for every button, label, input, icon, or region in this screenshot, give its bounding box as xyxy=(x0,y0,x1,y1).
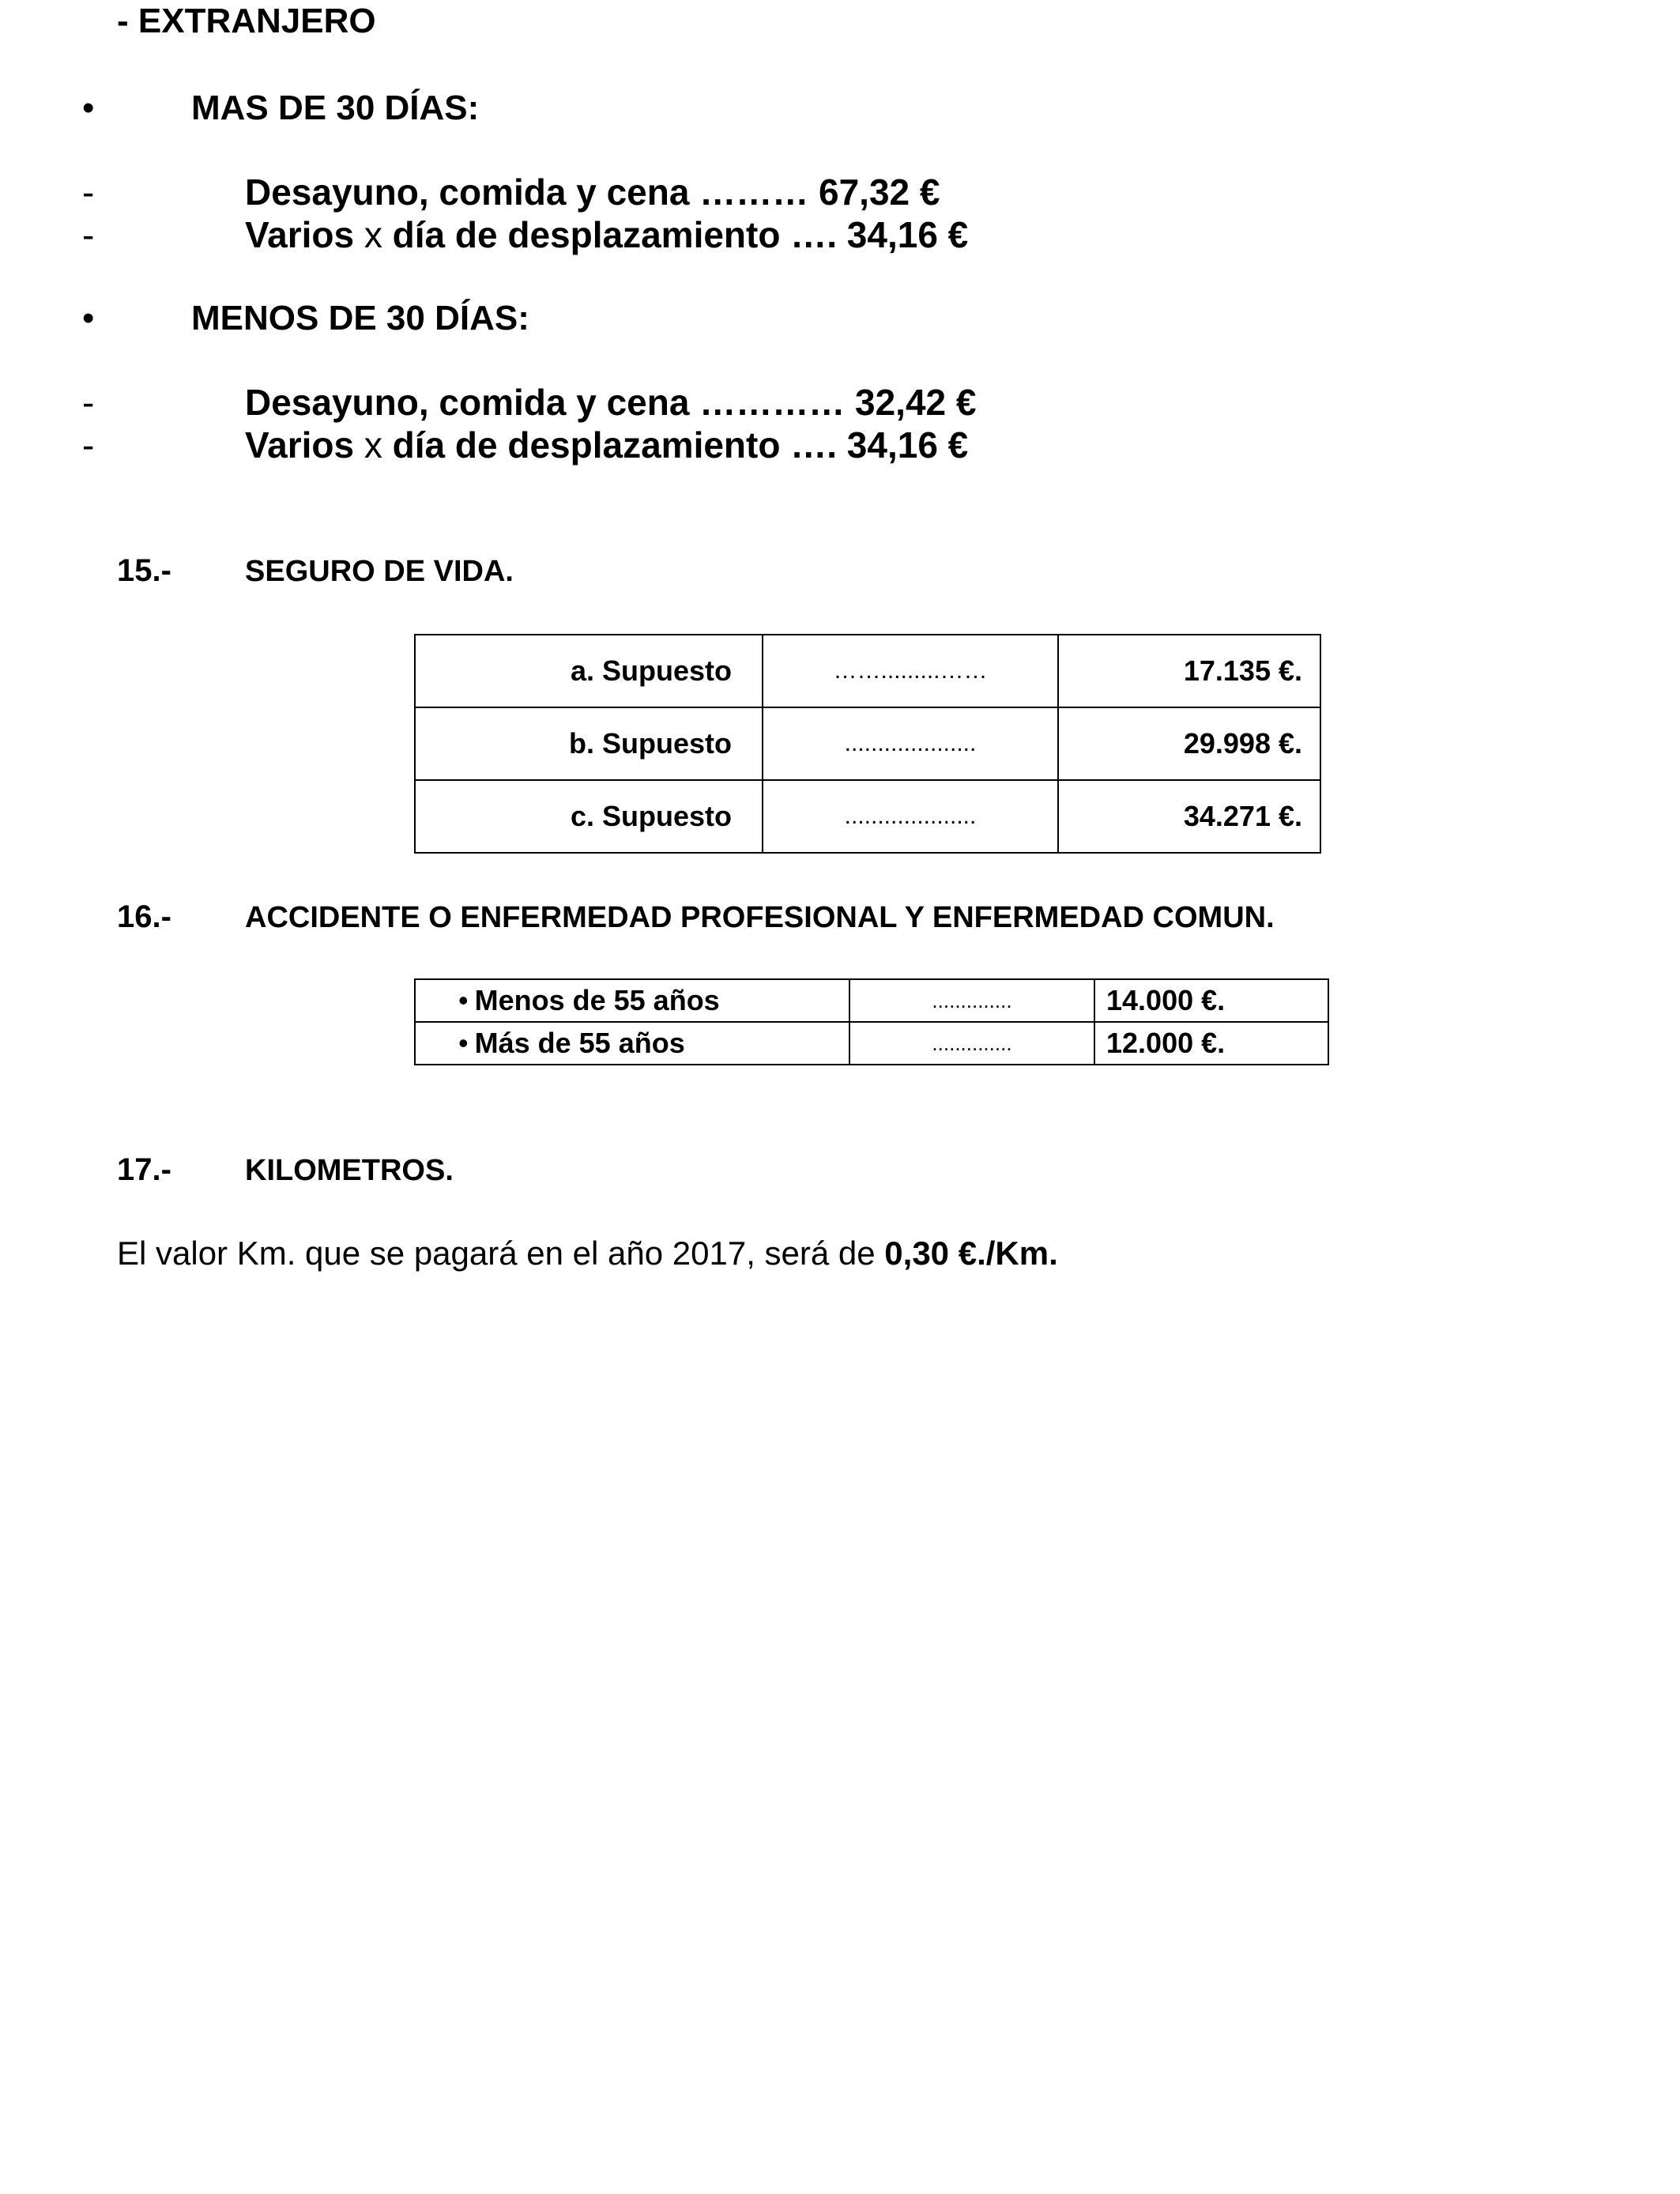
table-cell-label: a. Supuesto xyxy=(415,635,763,707)
misc-label-a: Varios xyxy=(245,214,355,255)
table-cell-amount: 14.000 €. xyxy=(1094,979,1328,1022)
row-label-text: Más de 55 años xyxy=(474,1027,685,1059)
table-cell-amount: 17.135 €. xyxy=(1058,635,1320,707)
meal-line-less-30: Desayuno, comida y cena ………… 32,42 € xyxy=(245,382,977,423)
list-dash: - xyxy=(82,424,95,466)
section-number-17: 17.- xyxy=(117,1152,171,1187)
misc-label-b: día de desplazamiento …. 34,16 € xyxy=(392,214,969,255)
bullet-icon: • xyxy=(458,1027,469,1059)
table-cell-dots: .............. xyxy=(849,1022,1094,1065)
table-row xyxy=(415,635,1320,707)
list-dash: - xyxy=(82,382,95,423)
table-row xyxy=(415,979,1328,1022)
kilometer-text: El valor Km. que se pagará en el año 2017, será de xyxy=(117,1235,885,1272)
table-cell-dots: .............. xyxy=(849,979,1094,1022)
meal-line-more-30: Desayuno, comida y cena ……… 67,32 € xyxy=(245,172,940,213)
table-cell-label xyxy=(415,1022,849,1065)
table-cell-label: c. Supuesto xyxy=(415,780,763,853)
misc-line-more-30 xyxy=(245,213,968,256)
table-cell-amount: 12.000 €. xyxy=(1094,1022,1328,1065)
bullet-icon: • xyxy=(458,984,469,1016)
misc-label-b: día de desplazamiento …. 34,16 € xyxy=(392,424,969,466)
table-cell-dots: …….........…… xyxy=(763,635,1058,707)
list-dash: - xyxy=(82,214,95,255)
kilometer-paragraph xyxy=(117,1235,1058,1272)
section-number-15: 15.- xyxy=(117,553,171,588)
table-cell-dots: .................... xyxy=(763,707,1058,780)
list-dash: - xyxy=(82,172,95,213)
kilometer-value: 0,30 €./Km. xyxy=(884,1235,1058,1272)
section-title-extranjero: - EXTRANJERO xyxy=(117,2,376,40)
misc-label-a: Varios xyxy=(245,424,355,466)
table-cell-amount: 34.271 €. xyxy=(1058,780,1320,853)
section-title-life-insurance: SEGURO DE VIDA. xyxy=(245,555,514,588)
life-insurance-table xyxy=(414,634,1321,854)
table-row xyxy=(415,780,1320,853)
table-cell-amount: 29.998 €. xyxy=(1058,707,1320,780)
misc-line-less-30 xyxy=(245,424,968,466)
section-number-16: 16.- xyxy=(117,899,171,934)
table-cell-label xyxy=(415,979,849,1022)
misc-label-x: x xyxy=(363,424,382,466)
heading-more-30-days: MAS DE 30 DÍAS: xyxy=(191,89,480,127)
table-row xyxy=(415,1022,1328,1065)
accident-table xyxy=(414,978,1329,1065)
section-title-accident: ACCIDENTE O ENFERMEDAD PROFESIONAL Y ENFERMEDAD COMUN. xyxy=(245,901,1275,934)
section-title-kilometers: KILOMETROS. xyxy=(245,1154,454,1187)
table-cell-label: b. Supuesto xyxy=(415,707,763,780)
table-cell-dots: .................... xyxy=(763,780,1058,853)
bullet-icon: • xyxy=(82,89,95,127)
heading-less-30-days: MENOS DE 30 DÍAS: xyxy=(191,299,529,337)
table-row xyxy=(415,707,1320,780)
row-label-text: Menos de 55 años xyxy=(474,984,720,1016)
bullet-icon: • xyxy=(82,299,95,337)
misc-label-x: x xyxy=(363,214,382,255)
